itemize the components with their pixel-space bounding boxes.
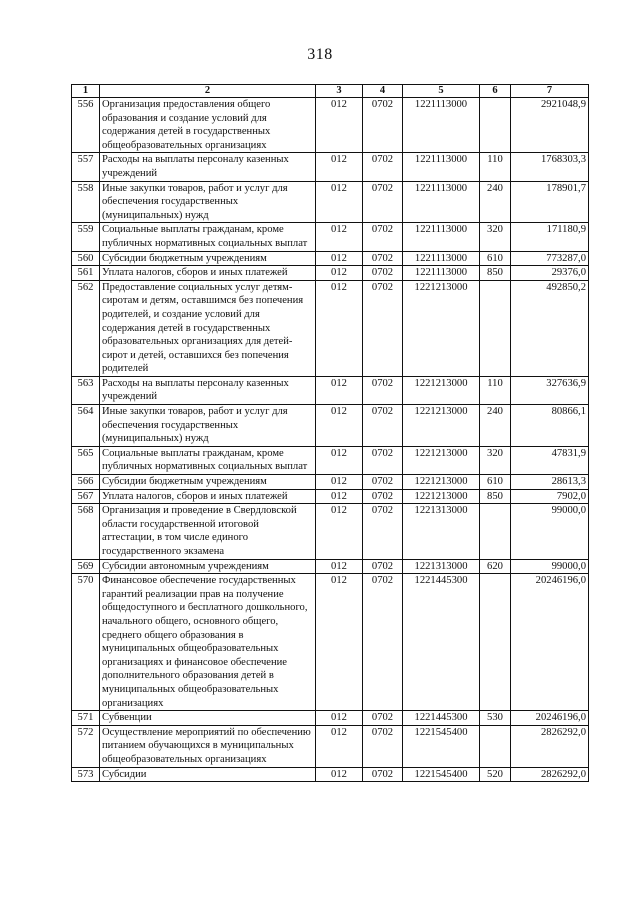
- table-row: [72, 725, 589, 767]
- table-row: [72, 223, 589, 251]
- section-code: 0702: [363, 376, 403, 404]
- department-code: 012: [316, 574, 363, 711]
- row-description: Организация предоставления общего образования и создание условий для содержания детей в государственных общеобразовательных организациях: [100, 98, 316, 153]
- table-row: [72, 504, 589, 559]
- table-row: [72, 266, 589, 281]
- row-number: 557: [72, 153, 100, 181]
- row-number: 564: [72, 405, 100, 447]
- amount: 178901,7: [511, 181, 589, 223]
- table-row: [72, 405, 589, 447]
- column-header-2: 2: [100, 85, 316, 98]
- target-article-code: 1221113000: [403, 251, 480, 266]
- section-code: 0702: [363, 266, 403, 281]
- budget-table: [71, 84, 589, 782]
- department-code: 012: [316, 725, 363, 767]
- expense-type-code: 320: [480, 446, 511, 474]
- row-description: Субсидии: [100, 767, 316, 782]
- department-code: 012: [316, 559, 363, 574]
- row-description: Субсидии бюджетным учреждениям: [100, 475, 316, 490]
- row-description: Иные закупки товаров, работ и услуг для обеспечения государственных (муниципальных) нужд: [100, 181, 316, 223]
- amount: 492850,2: [511, 280, 589, 376]
- table-row: [72, 574, 589, 711]
- header-row: [72, 85, 589, 98]
- department-code: 012: [316, 446, 363, 474]
- target-article-code: 1221213000: [403, 405, 480, 447]
- expense-type-code: 320: [480, 223, 511, 251]
- amount: 28613,3: [511, 475, 589, 490]
- section-code: 0702: [363, 446, 403, 474]
- amount: 2826292,0: [511, 767, 589, 782]
- amount: 20246196,0: [511, 574, 589, 711]
- expense-type-code: 110: [480, 153, 511, 181]
- table-row: [72, 280, 589, 376]
- row-description: Осуществление мероприятий по обеспечению питанием обучающихся в муниципальных общеобразовательных организациях: [100, 725, 316, 767]
- target-article-code: 1221213000: [403, 446, 480, 474]
- section-code: 0702: [363, 725, 403, 767]
- section-code: 0702: [363, 405, 403, 447]
- amount: 2921048,9: [511, 98, 589, 153]
- department-code: 012: [316, 98, 363, 153]
- expense-type-code: [480, 504, 511, 559]
- row-description: Расходы на выплаты персоналу казенных учреждений: [100, 376, 316, 404]
- page-number: 318: [307, 46, 333, 63]
- row-description: Предоставление социальных услуг детям-сиротам и детям, оставшимся без попечения родителей, и создание условий для содержания детей в государственных образовательных организациях для детей-сирот и детей, оставшихся без попечения родителей: [100, 280, 316, 376]
- column-header-5: 5: [403, 85, 480, 98]
- table-body: [72, 98, 589, 782]
- row-number: 571: [72, 711, 100, 726]
- target-article-code: 1221213000: [403, 376, 480, 404]
- department-code: 012: [316, 181, 363, 223]
- row-number: 556: [72, 98, 100, 153]
- expense-type-code: 610: [480, 475, 511, 490]
- row-number: 563: [72, 376, 100, 404]
- row-number: 567: [72, 489, 100, 504]
- expense-type-code: 850: [480, 489, 511, 504]
- row-number: 558: [72, 181, 100, 223]
- department-code: 012: [316, 376, 363, 404]
- row-number: 561: [72, 266, 100, 281]
- row-number: 560: [72, 251, 100, 266]
- section-code: 0702: [363, 251, 403, 266]
- section-code: 0702: [363, 223, 403, 251]
- table-row: [72, 98, 589, 153]
- amount: 20246196,0: [511, 711, 589, 726]
- section-code: 0702: [363, 98, 403, 153]
- section-code: 0702: [363, 489, 403, 504]
- table-row: [72, 559, 589, 574]
- target-article-code: 1221113000: [403, 98, 480, 153]
- department-code: 012: [316, 475, 363, 490]
- row-description: Субсидии бюджетным учреждениям: [100, 251, 316, 266]
- row-description: Уплата налогов, сборов и иных платежей: [100, 489, 316, 504]
- target-article-code: 1221213000: [403, 475, 480, 490]
- table-row: [72, 767, 589, 782]
- table-row: [72, 475, 589, 490]
- department-code: 012: [316, 223, 363, 251]
- row-number: 559: [72, 223, 100, 251]
- column-header-6: 6: [480, 85, 511, 98]
- target-article-code: 1221313000: [403, 559, 480, 574]
- expense-type-code: 850: [480, 266, 511, 281]
- amount: 773287,0: [511, 251, 589, 266]
- row-description: Уплата налогов, сборов и иных платежей: [100, 266, 316, 281]
- row-description: Финансовое обеспечение государственных гарантий реализации прав на получение общедоступного и бесплатного дошкольного, начального общего, основного общего, среднего общего образования в муниципальных общеобразовательных организациях и финансовое обеспечение дополнительного образования детей в муниципальных общеобразовательных организациях: [100, 574, 316, 711]
- section-code: 0702: [363, 181, 403, 223]
- row-number: 569: [72, 559, 100, 574]
- expense-type-code: 530: [480, 711, 511, 726]
- department-code: 012: [316, 504, 363, 559]
- target-article-code: 1221445300: [403, 574, 480, 711]
- department-code: 012: [316, 251, 363, 266]
- amount: 2826292,0: [511, 725, 589, 767]
- column-header-7: 7: [511, 85, 589, 98]
- expense-type-code: 240: [480, 181, 511, 223]
- row-number: 568: [72, 504, 100, 559]
- section-code: 0702: [363, 767, 403, 782]
- department-code: 012: [316, 767, 363, 782]
- row-number: 565: [72, 446, 100, 474]
- expense-type-code: 110: [480, 376, 511, 404]
- department-code: 012: [316, 280, 363, 376]
- amount: 1768303,3: [511, 153, 589, 181]
- department-code: 012: [316, 489, 363, 504]
- column-header-1: 1: [72, 85, 100, 98]
- row-number: 572: [72, 725, 100, 767]
- expense-type-code: 240: [480, 405, 511, 447]
- amount: 47831,9: [511, 446, 589, 474]
- row-description: Субсидии автономным учреждениям: [100, 559, 316, 574]
- target-article-code: 1221113000: [403, 223, 480, 251]
- expense-type-code: [480, 725, 511, 767]
- target-article-code: 1221113000: [403, 181, 480, 223]
- row-description: Иные закупки товаров, работ и услуг для обеспечения государственных (муниципальных) нужд: [100, 405, 316, 447]
- row-description: Организация и проведение в Свердловской области государственной итоговой аттестации, в том числе единого государственного экзамена: [100, 504, 316, 559]
- row-description: Субвенции: [100, 711, 316, 726]
- row-number: 562: [72, 280, 100, 376]
- department-code: 012: [316, 153, 363, 181]
- amount: 7902,0: [511, 489, 589, 504]
- target-article-code: 1221213000: [403, 489, 480, 504]
- target-article-code: 1221213000: [403, 280, 480, 376]
- target-article-code: 1221545400: [403, 725, 480, 767]
- table-row: [72, 376, 589, 404]
- expense-type-code: 620: [480, 559, 511, 574]
- target-article-code: 1221545400: [403, 767, 480, 782]
- row-description: Социальные выплаты гражданам, кроме публичных нормативных социальных выплат: [100, 446, 316, 474]
- section-code: 0702: [363, 711, 403, 726]
- section-code: 0702: [363, 475, 403, 490]
- table-row: [72, 153, 589, 181]
- section-code: 0702: [363, 559, 403, 574]
- amount: 99000,0: [511, 559, 589, 574]
- target-article-code: 1221313000: [403, 504, 480, 559]
- section-code: 0702: [363, 504, 403, 559]
- amount: 80866,1: [511, 405, 589, 447]
- amount: 327636,9: [511, 376, 589, 404]
- department-code: 012: [316, 266, 363, 281]
- table-row: [72, 489, 589, 504]
- department-code: 012: [316, 711, 363, 726]
- row-number: 573: [72, 767, 100, 782]
- column-header-3: 3: [316, 85, 363, 98]
- section-code: 0702: [363, 574, 403, 711]
- row-number: 570: [72, 574, 100, 711]
- row-description: Социальные выплаты гражданам, кроме публичных нормативных социальных выплат: [100, 223, 316, 251]
- amount: 29376,0: [511, 266, 589, 281]
- expense-type-code: 610: [480, 251, 511, 266]
- expense-type-code: [480, 280, 511, 376]
- expense-type-code: 520: [480, 767, 511, 782]
- table-row: [72, 711, 589, 726]
- expense-type-code: [480, 98, 511, 153]
- row-number: 566: [72, 475, 100, 490]
- table-row: [72, 446, 589, 474]
- section-code: 0702: [363, 153, 403, 181]
- department-code: 012: [316, 405, 363, 447]
- row-description: Расходы на выплаты персоналу казенных учреждений: [100, 153, 316, 181]
- target-article-code: 1221113000: [403, 153, 480, 181]
- target-article-code: 1221113000: [403, 266, 480, 281]
- amount: 99000,0: [511, 504, 589, 559]
- table-row: [72, 251, 589, 266]
- section-code: 0702: [363, 280, 403, 376]
- amount: 171180,9: [511, 223, 589, 251]
- expense-type-code: [480, 574, 511, 711]
- column-header-4: 4: [363, 85, 403, 98]
- target-article-code: 1221445300: [403, 711, 480, 726]
- table-row: [72, 181, 589, 223]
